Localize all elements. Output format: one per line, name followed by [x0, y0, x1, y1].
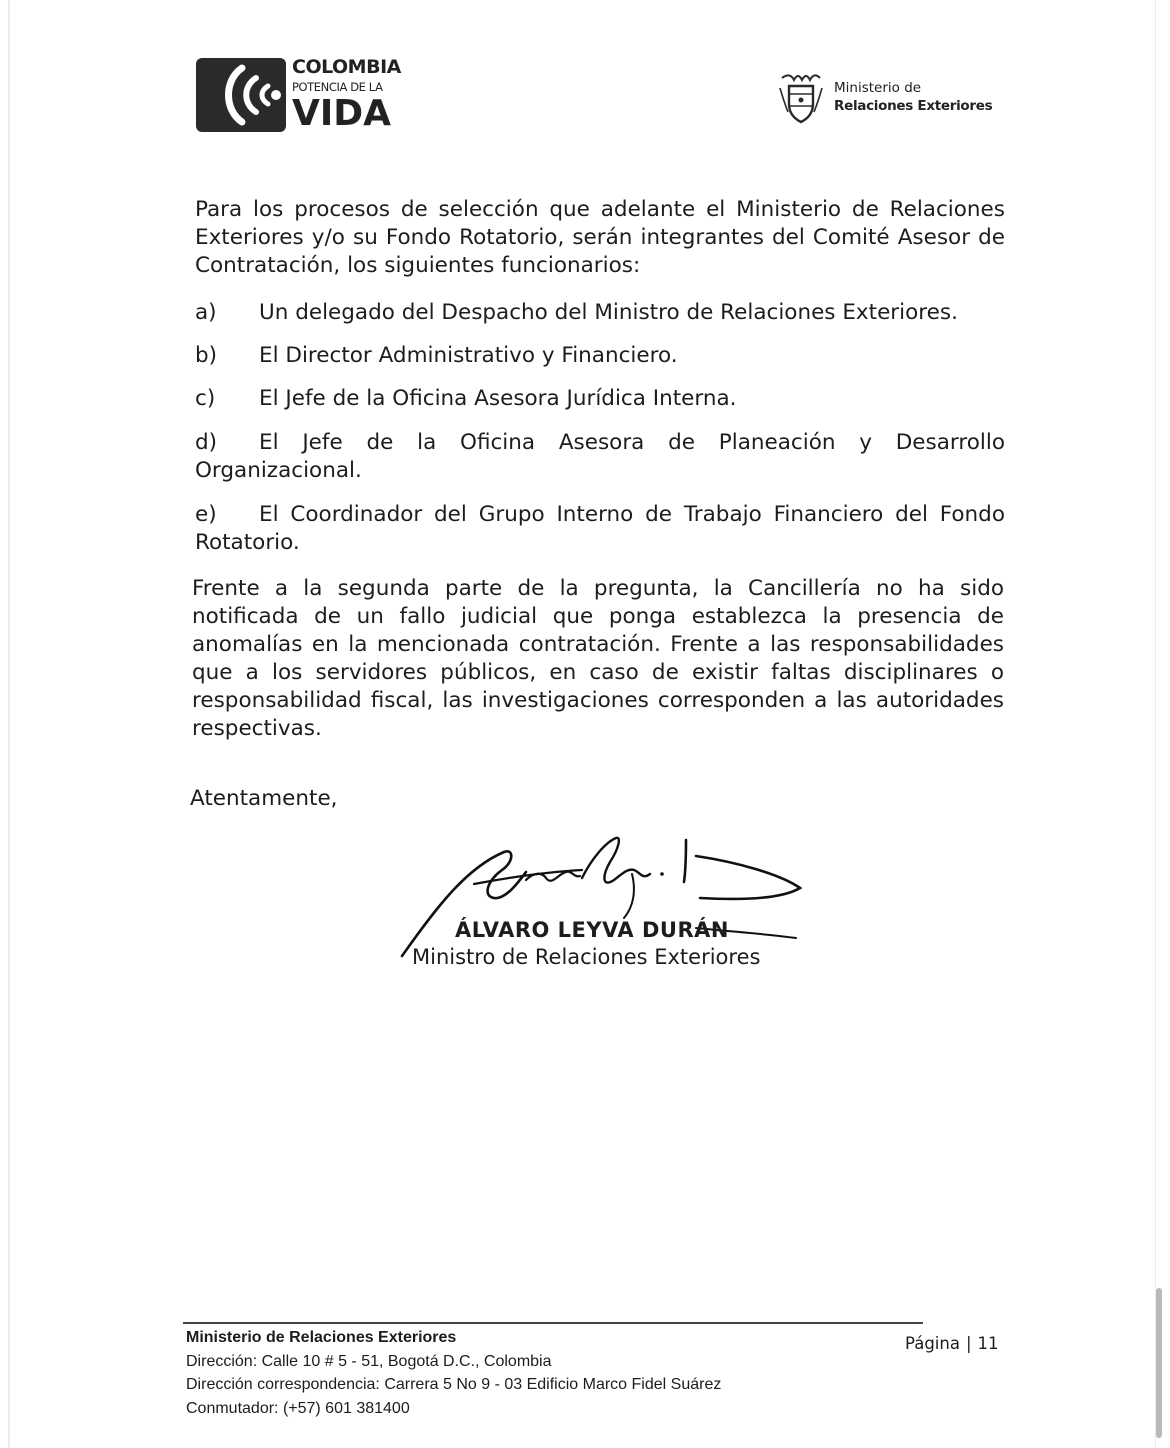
- list-item: [195, 385, 1005, 413]
- list-item-text: El Jefe de la Oficina Asesora de Planeación y Desarrollo Organizacional.: [195, 430, 1005, 483]
- page-number: [905, 1334, 999, 1353]
- footer-correspondence: Dirección correspondencia: Carrera 5 No 9 - 03 Edificio Marco Fidel Suárez: [186, 1376, 722, 1393]
- list-item: [195, 299, 1005, 327]
- footer-phone: Conmutador: (+57) 601 381400: [186, 1399, 410, 1417]
- list-item-letter: a): [195, 300, 217, 325]
- list-item: [195, 342, 1005, 370]
- page-edge-left: [8, 0, 10, 1448]
- footer-organization: Ministerio de Relaciones Exteriores: [186, 1329, 457, 1346]
- footer-address: Dirección: Calle 10 # 5 - 51, Bogotá D.C., Colombia: [186, 1352, 552, 1370]
- brand-line-potencia: POTENCIA DE LA: [292, 80, 383, 94]
- list-item-text: El Jefe de la Oficina Asesora Jurídica Interna.: [259, 386, 737, 411]
- ministry-logo: [776, 72, 1016, 126]
- closing-salutation: Atentamente,: [190, 786, 338, 811]
- ministry-logo-line1: Ministerio de: [834, 80, 922, 96]
- footer-divider: [183, 1322, 923, 1324]
- page-edge-right: [1155, 0, 1156, 1448]
- signer-title: Ministro de Relaciones Exteriores: [412, 945, 761, 969]
- list-item-letter: d): [195, 430, 218, 455]
- list-item: [195, 501, 1005, 557]
- list-item-letter: e): [195, 502, 217, 527]
- ministry-logo-line2: Relaciones Exteriores: [834, 98, 993, 114]
- signer-name: ÁLVARO LEYVA DURÁN: [455, 918, 729, 942]
- list-item-text: El Director Administrativo y Financiero.: [259, 343, 678, 368]
- list-item-letter: b): [195, 343, 218, 368]
- list-item: [195, 429, 1005, 485]
- colombia-brand-logo: [196, 56, 416, 136]
- brand-line-vida: VIDA: [292, 93, 391, 134]
- page-number-value: 11: [977, 1334, 999, 1353]
- list-item-letter: c): [195, 386, 216, 411]
- page-separator: |: [965, 1334, 972, 1353]
- brand-line-colombia: COLOMBIA: [292, 56, 401, 78]
- list-item-text: El Coordinador del Grupo Interno de Trabajo Financiero del Fondo Rotatorio.: [195, 502, 1005, 555]
- page-label: Página: [905, 1334, 960, 1353]
- intro-paragraph: Para los procesos de selección que adelante el Ministerio de Relaciones Exteriores y/o su Fondo Rotatorio, serán integrantes del Comité Asesor de Contratación, los siguientes funcionarios:: [195, 197, 1005, 278]
- second-paragraph: Frente a la segunda parte de la pregunta, la Cancillería no ha sido notificada de un fallo judicial que ponga establezca la presencia de anomalías en la mencionada contratación. Frente a las responsabilidades que a los servidores públicos, en caso de existir faltas disciplinares o responsabilidad fiscal, las investigaciones corresponden a las autoridades respectivas.: [192, 576, 1004, 741]
- coat-of-arms-icon: [776, 72, 826, 124]
- scrollbar-thumb[interactable]: [1156, 1288, 1162, 1438]
- colombia-logo-icon: [196, 58, 286, 132]
- list-item-text: Un delegado del Despacho del Ministro de Relaciones Exteriores.: [259, 300, 958, 325]
- footer-contact-block: [186, 1326, 826, 1420]
